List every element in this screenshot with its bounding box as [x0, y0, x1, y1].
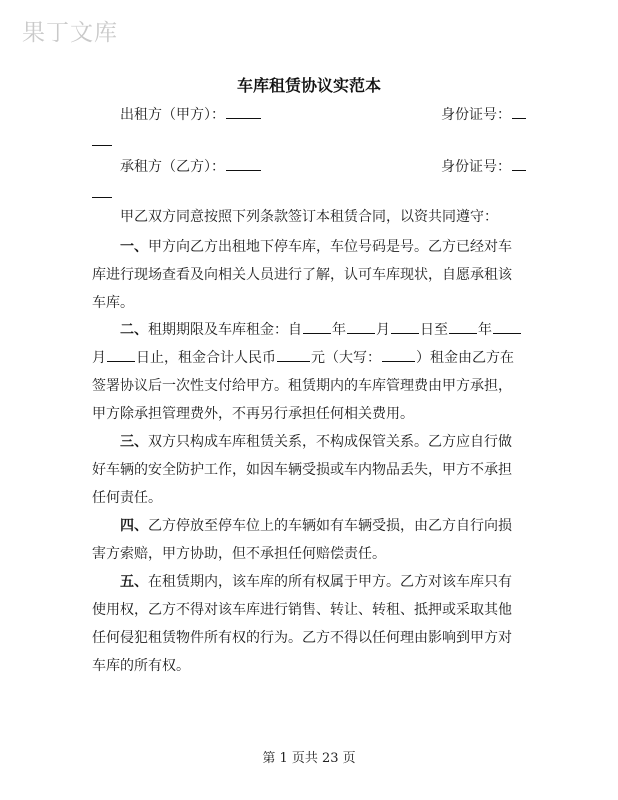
lessee-blank[interactable] — [226, 156, 261, 171]
clause-5-line-4: 车库的所有权。 — [92, 658, 190, 674]
clause-3-line-3: 任何责任。 — [92, 490, 162, 506]
intro-paragraph — [92, 203, 528, 231]
intro-text: 甲乙双方同意按照下列条款签订本租赁合同，以资共同遵守： — [120, 209, 498, 225]
lessor-line — [92, 104, 527, 126]
clause-2-text: 租期期限及车库租金：自 — [148, 322, 302, 338]
lessee-id-blank[interactable] — [512, 156, 526, 171]
lessee-label: 承租方（乙方）： — [120, 159, 225, 175]
day-to-label: 日至 — [420, 322, 448, 338]
clause-3-number: 三、 — [120, 434, 148, 450]
year2-label: 年 — [478, 322, 492, 338]
clause-5-line-2: 使用权，乙方不得对该车库进行销售、转让、转租、抵押或采取其他 — [92, 602, 512, 618]
end-year-blank[interactable] — [449, 319, 477, 334]
clause-1-line-3: 车库。 — [92, 295, 134, 311]
clause-1 — [92, 233, 528, 317]
clause-2-number: 二、 — [120, 322, 148, 338]
clause-3-line-2: 好车辆的安全防护工作，如因车辆受损或车内物品丢失，甲方不承担 — [92, 462, 512, 478]
rent-amount-blank[interactable] — [277, 347, 310, 362]
lessor-label: 出租方（甲方）： — [120, 107, 225, 123]
page-footer: 第 1 页共 23 页 — [262, 751, 356, 766]
month2-label: 月 — [92, 350, 106, 366]
year-label: 年 — [332, 322, 346, 338]
clause-2-tail: ）租金由乙方在 — [416, 350, 514, 366]
clause-1-number: 一、 — [120, 239, 148, 255]
start-year-blank[interactable] — [303, 319, 331, 334]
clause-2 — [92, 316, 528, 428]
document-title: 车库租赁协议实范本 — [236, 76, 381, 95]
clause-4-line-2: 害方索赔，甲方协助，但不承担任何赔偿责任。 — [92, 546, 386, 562]
end-month-blank[interactable] — [493, 319, 521, 334]
lessee-id-label: 身份证号： — [441, 159, 511, 175]
lessor-id-label: 身份证号： — [441, 107, 511, 123]
clause-5-line-3: 任何侵犯租赁物件所有权的行为。乙方不得以任何理由影响到甲方对 — [92, 630, 512, 646]
clause-2-line-2 — [92, 344, 528, 372]
lessee-field — [120, 156, 262, 178]
clause-5-number: 五、 — [120, 574, 148, 590]
lessor-id-field — [441, 104, 527, 126]
lessee-id-blank-continued[interactable] — [92, 197, 112, 198]
lessor-field — [120, 104, 262, 126]
clause-5-line-1: 在租赁期内，该车库的所有权属于甲方。乙方对该车库只有 — [148, 574, 512, 590]
watermark-logo: 果丁文库 — [22, 20, 118, 46]
clause-5 — [92, 568, 528, 680]
start-month-blank[interactable] — [347, 319, 375, 334]
clause-2-line-4: 甲方除承担管理费外，不再另行承担任何相关费用。 — [92, 406, 414, 422]
lessor-id-blank-continued[interactable] — [92, 145, 112, 146]
end-day-blank[interactable] — [107, 347, 135, 362]
clause-4 — [92, 512, 528, 568]
start-day-blank[interactable] — [391, 319, 419, 334]
day-end-label: 日止，租金合计人民币 — [136, 350, 276, 366]
clause-4-line-1: 乙方停放至停车位上的车辆如有车辆受损，由乙方自行向损 — [148, 518, 512, 534]
clause-1-line-2: 库进行现场查看及向相关人员进行了解，认可车库现状，自愿承租该 — [92, 267, 512, 283]
clause-1-line-1: 甲方向乙方出租地下停车库，车位号码是号。乙方已经对车 — [148, 239, 512, 255]
clause-3 — [92, 428, 528, 512]
clause-4-number: 四、 — [120, 518, 148, 534]
lessee-id-field — [441, 156, 527, 178]
rent-upper-blank[interactable] — [382, 347, 415, 362]
month-label: 月 — [376, 322, 390, 338]
clause-2-line-3: 签署协议后一次性支付给甲方。租赁期内的车库管理费由甲方承担， — [92, 378, 512, 394]
lessor-id-blank[interactable] — [512, 104, 526, 119]
yuan-upper-label: 元（大写： — [311, 350, 381, 366]
lessor-blank[interactable] — [226, 104, 261, 119]
lessee-line — [92, 156, 527, 178]
clause-3-line-1: 双方只构成车库租赁关系，不构成保管关系。乙方应自行做 — [148, 434, 512, 450]
